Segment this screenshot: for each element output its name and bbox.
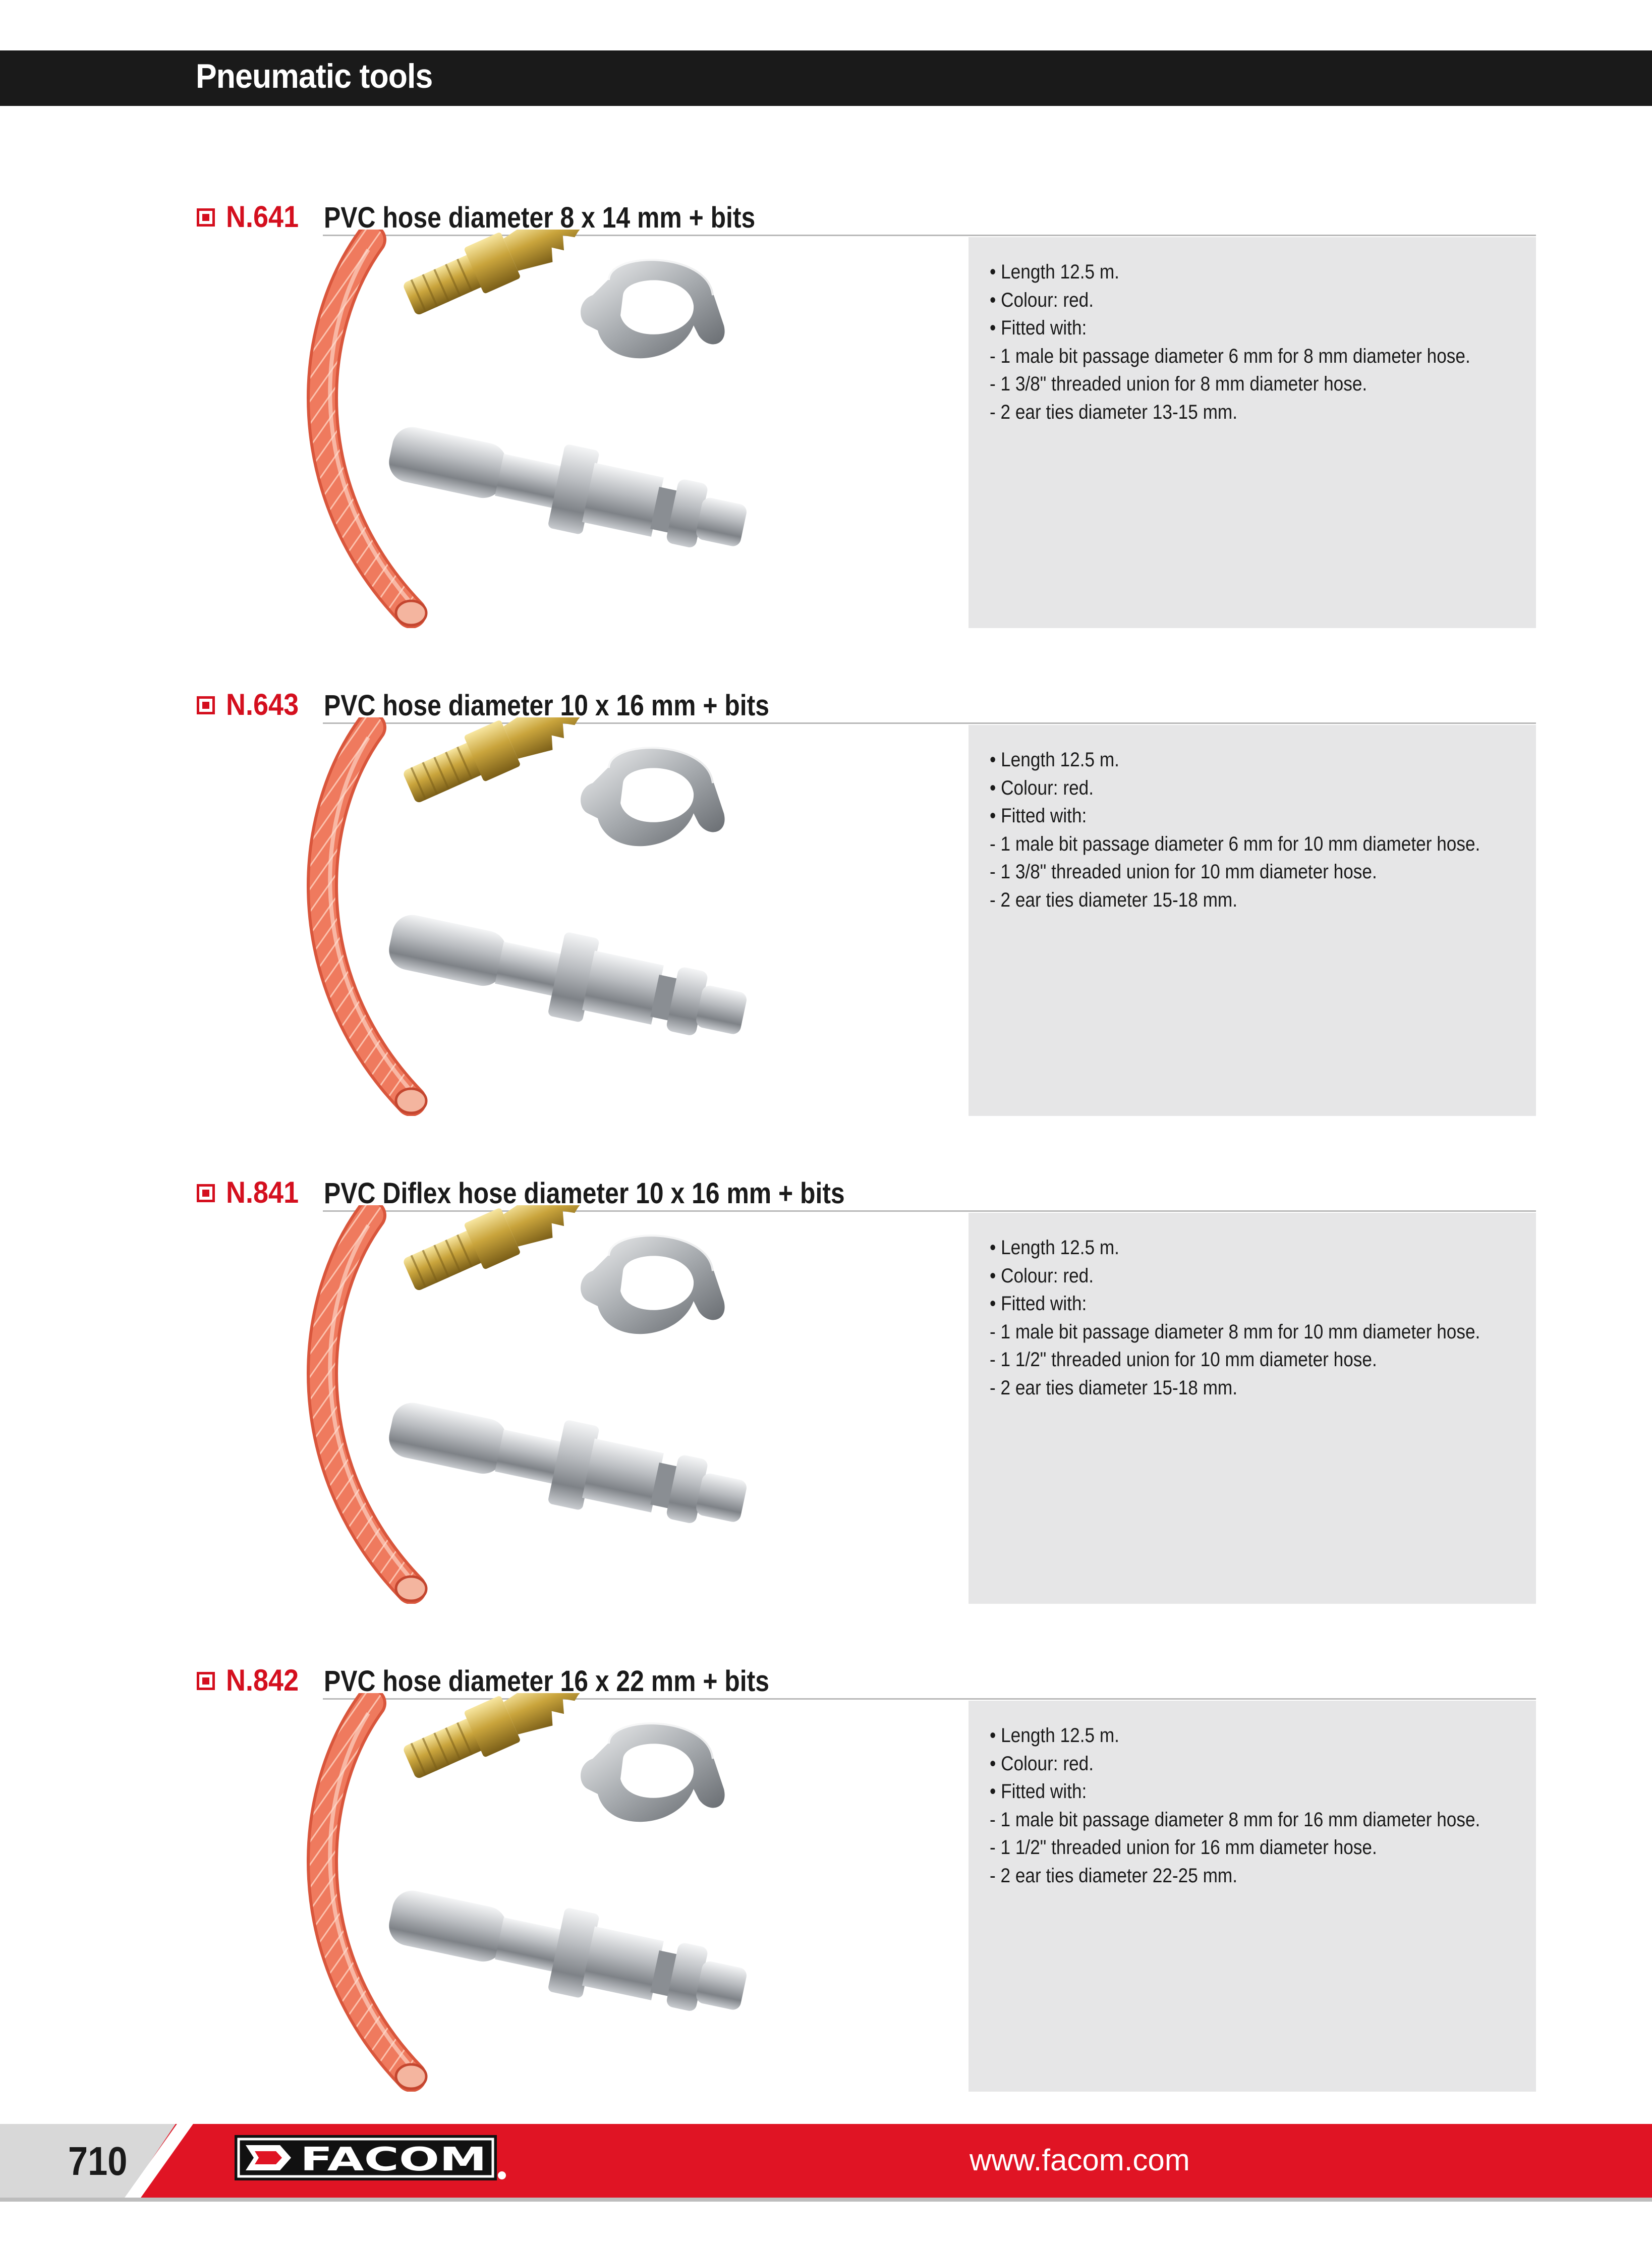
product-code: N.842: [226, 1663, 299, 1697]
square-marker-icon: [197, 1184, 215, 1202]
detail-item: • Colour: red.: [990, 1264, 1094, 1287]
info-box: [969, 725, 1536, 1116]
detail-item: • Length 12.5 m.: [990, 749, 1119, 771]
product-code: N.643: [226, 688, 299, 721]
product-title: PVC Diflex hose diameter 10 x 16 mm + bits: [324, 1177, 845, 1210]
detail-item: • Colour: red.: [990, 1752, 1094, 1775]
product-code: N.641: [226, 200, 299, 234]
detail-item: • Colour: red.: [990, 776, 1094, 799]
detail-item: - 1 1/2" threaded union for 16 mm diameter hose.: [990, 1836, 1377, 1859]
detail-item: - 1 male bit passage diameter 8 mm for 16 mm diameter hose.: [990, 1808, 1480, 1831]
detail-item: - 2 ear ties diameter 22-25 mm.: [990, 1864, 1238, 1887]
footer-bottom-line: [0, 2198, 1652, 2202]
product-title: PVC hose diameter 16 x 22 mm + bits: [324, 1665, 769, 1698]
detail-item: • Length 12.5 m.: [990, 1237, 1119, 1259]
product-title: PVC hose diameter 10 x 16 mm + bits: [324, 689, 769, 722]
page-number: 710: [68, 2139, 128, 2183]
detail-list: [990, 1722, 1547, 1890]
square-marker-icon: [197, 696, 215, 714]
hose-kit-image: [285, 1693, 789, 2092]
detail-item: • Length 12.5 m.: [990, 261, 1119, 283]
detail-item: - 1 male bit passage diameter 6 mm for 8 mm diameter hose.: [990, 345, 1470, 367]
detail-item: - 1 3/8" threaded union for 10 mm diameter hose.: [990, 861, 1377, 883]
detail-item: - 2 ear ties diameter 15-18 mm.: [990, 888, 1238, 911]
page-title: Pneumatic tools: [196, 57, 433, 95]
product-section: [0, 687, 1652, 1141]
detail-list: [990, 746, 1547, 914]
detail-item: - 1 male bit passage diameter 6 mm for 10 mm diameter hose.: [990, 832, 1480, 855]
square-marker-icon: [197, 1672, 215, 1690]
product-section: [0, 1663, 1652, 2117]
info-box: [969, 1213, 1536, 1604]
product-title: PVC hose diameter 8 x 14 mm + bits: [324, 201, 756, 234]
detail-item: - 1 3/8" threaded union for 8 mm diameter hose.: [990, 373, 1368, 395]
detail-item: - 1 1/2" threaded union for 10 mm diameter hose.: [990, 1349, 1377, 1371]
detail-item: - 2 ear ties diameter 13-15 mm.: [990, 401, 1238, 423]
website-link[interactable]: www.facom.com: [970, 2143, 1190, 2177]
hose-kit-image: [285, 230, 789, 628]
product-code: N.841: [226, 1175, 299, 1209]
detail-item: • Fitted with:: [990, 317, 1087, 339]
detail-list: [990, 1234, 1547, 1402]
detail-item: • Fitted with:: [990, 1780, 1087, 1803]
detail-item: • Fitted with:: [990, 1293, 1087, 1315]
hose-kit-image: [285, 1205, 789, 1604]
detail-item: - 1 male bit passage diameter 8 mm for 10 mm diameter hose.: [990, 1320, 1480, 1343]
product-section: [0, 1175, 1652, 1629]
brand-wordmark: FACOM: [300, 2141, 487, 2178]
detail-list: [990, 258, 1536, 426]
square-marker-icon: [197, 208, 215, 227]
facom-logo[interactable]: [235, 2135, 507, 2180]
product-section: [0, 199, 1652, 653]
detail-item: - 2 ear ties diameter 15-18 mm.: [990, 1376, 1238, 1399]
info-box: [969, 237, 1536, 628]
detail-item: • Fitted with:: [990, 805, 1087, 827]
detail-item: • Colour: red.: [990, 289, 1094, 311]
info-box: [969, 1701, 1536, 2092]
detail-item: • Length 12.5 m.: [990, 1724, 1119, 1747]
hose-kit-image: [285, 717, 789, 1116]
